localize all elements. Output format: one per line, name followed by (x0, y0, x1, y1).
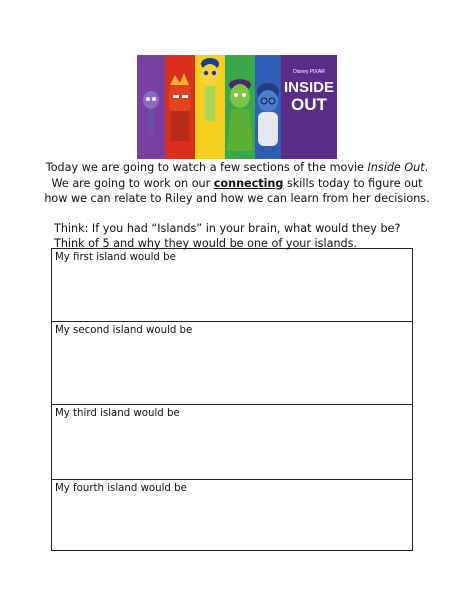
poster-brand: Disney PIXAR (293, 69, 325, 75)
skill-word: connecting (213, 176, 284, 190)
island-label-1: My first island would be (55, 252, 176, 263)
anger-character-icon (169, 73, 191, 141)
intro-text-part1: Today we are going to watch a few sections of the movie (45, 161, 368, 174)
island-label-2: My second island would be (55, 325, 193, 336)
poster-artwork (137, 55, 337, 159)
intro-paragraph (40, 160, 434, 207)
think-prompt: Think: If you had “Islands” in your brain, what would they be? Think of 5 and why they would be one of your islands. (54, 222, 401, 250)
intro-text-part2: . We are going to work on our (51, 161, 429, 190)
island-box-4[interactable] (52, 480, 412, 552)
island-box-1[interactable] (52, 249, 412, 322)
island-label-3: My third island would be (55, 408, 180, 419)
island-box-3[interactable] (52, 405, 412, 480)
island-box-2[interactable] (52, 322, 412, 405)
poster-title-line2: OUT (291, 95, 327, 114)
islands-table (51, 248, 413, 551)
poster-title-line1: INSIDE (283, 79, 335, 96)
sadness-character-icon (257, 83, 279, 146)
intro-text-part3: skills today to figure out how we can relate to Riley and how we can learn from her decisions. (44, 176, 430, 206)
inside-out-poster (137, 55, 337, 159)
movie-title: Inside Out (367, 161, 425, 174)
island-label-4: My fourth island would be (55, 483, 187, 494)
